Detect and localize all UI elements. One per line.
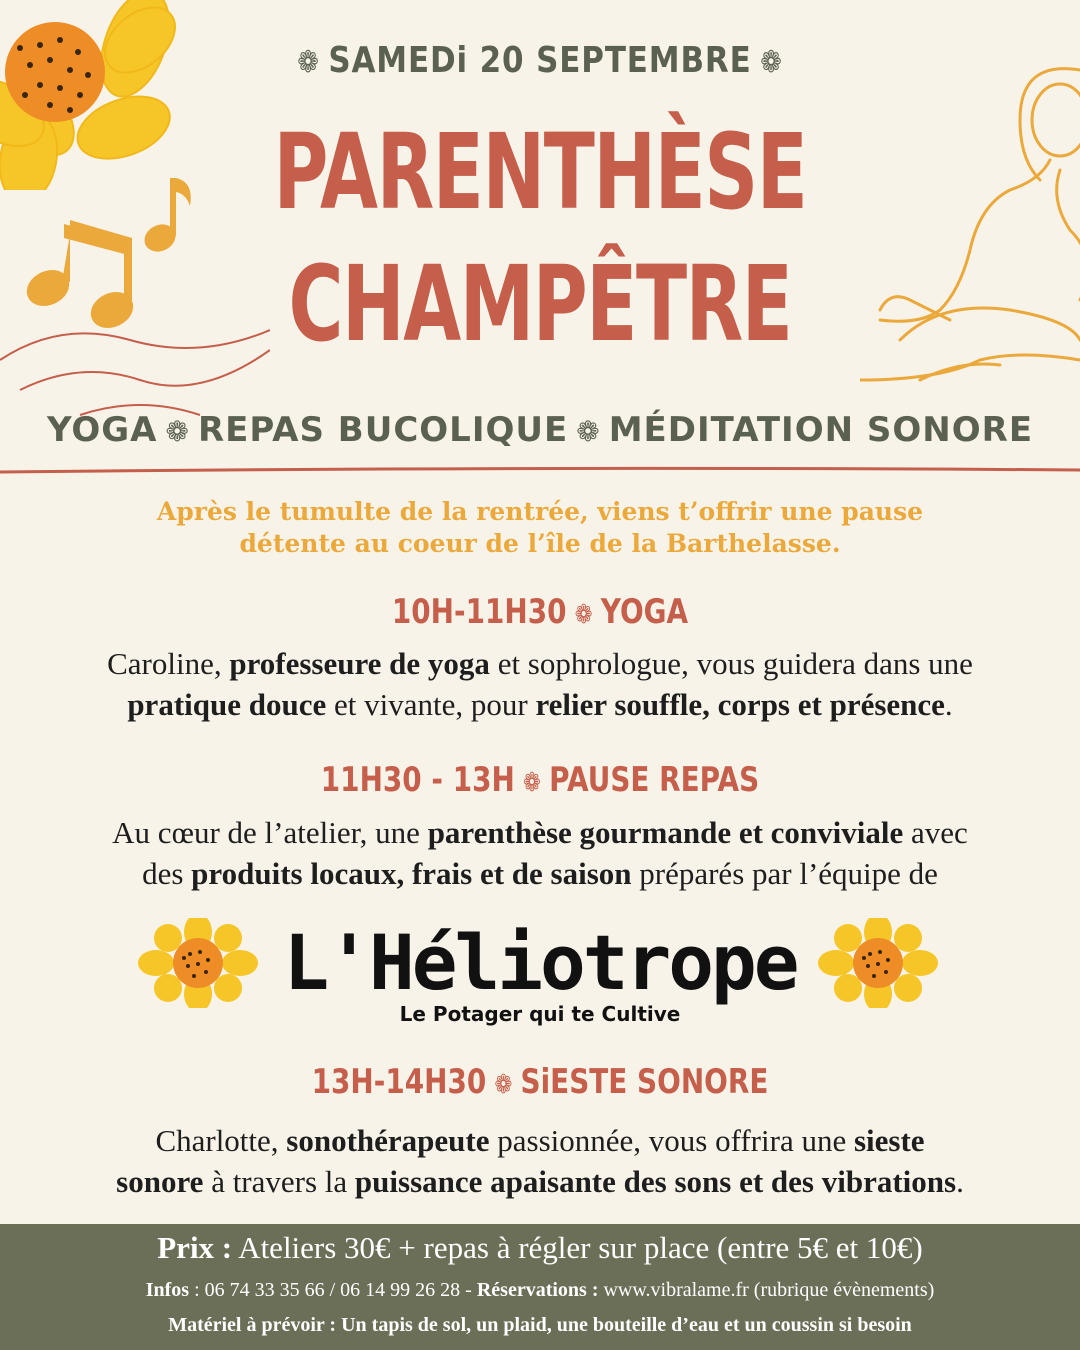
price-line — [0, 1230, 1080, 1266]
reservations-label: Réservations : — [476, 1279, 599, 1301]
flower-separator-icon: ❁ — [165, 415, 190, 448]
session-heading-repas — [97, 760, 983, 800]
flower-separator-icon: ❁ — [574, 600, 593, 630]
intro-line2: détente au coeur de l’île de la Barthelasse. — [239, 529, 841, 558]
infos-label: Infos — [145, 1279, 190, 1301]
session-time: 10H-11H30 — [391, 592, 567, 632]
session-time: 11H30 - 13H — [320, 760, 515, 800]
price-label: Prix : — [157, 1230, 233, 1265]
event-date — [76, 40, 1005, 81]
text-run: . — [944, 687, 953, 722]
subtitle-yoga: YOGA — [46, 410, 158, 450]
phone-numbers: : 06 74 33 35 66 / 06 14 99 26 28 - — [189, 1279, 477, 1301]
session-heading-sieste — [97, 1062, 983, 1102]
text-run: avec — [903, 815, 968, 850]
flower-separator-icon: ❁ — [576, 415, 601, 448]
flower-separator-icon: ❁ — [523, 768, 541, 798]
session-description-yoga — [0, 643, 1080, 725]
footer-info-bar — [0, 1224, 1080, 1350]
text-run: et sophrologue, vous guidera dans une — [489, 646, 973, 681]
text-run: et vivante, pour — [326, 687, 536, 722]
date-text: SAMEDi 20 SEPTEMBRE — [328, 40, 752, 81]
page-title-line2: CHAMPÊTRE — [288, 243, 792, 365]
session-time: 13H-14H30 — [311, 1062, 487, 1102]
text-bold: pratique douce — [127, 687, 327, 722]
divider-line — [0, 466, 1080, 476]
contact-line — [0, 1279, 1080, 1302]
session-description-repas — [0, 812, 1080, 894]
flower-separator-icon: ❁ — [494, 1070, 513, 1100]
text-bold: parenthèse gourmande et conviviale — [427, 815, 904, 850]
material-line: Matériel à prévoir : Un tapis de sol, un plaid, une bouteille d’eau et un coussin si besoin — [168, 1314, 912, 1336]
session-title: YOGA — [600, 592, 689, 632]
text-run: Charlotte, — [155, 1123, 287, 1158]
subtitle-meditation: MÉDITATION SONORE — [608, 410, 1034, 450]
intro-line1: Après le tumulte de la rentrée, viens t’offrir une pause — [156, 497, 924, 526]
text-run: passionnée, vous offrira une — [489, 1123, 854, 1158]
text-run: . — [956, 1164, 964, 1199]
flower-separator-icon: ❁ — [760, 45, 783, 80]
text-run: préparés par l’équipe de — [631, 856, 938, 891]
text-bold: professeure de yoga — [229, 646, 490, 681]
session-title: PAUSE REPAS — [549, 760, 760, 800]
session-heading-yoga — [97, 592, 983, 632]
text-run: Au cœur de l’atelier, une — [112, 815, 428, 850]
partner-logo-name: L'Héliotrope — [283, 918, 797, 1007]
session-description-sieste — [0, 1120, 1080, 1202]
text-bold: sieste — [853, 1123, 925, 1158]
partner-logo-tagline: Le Potager qui te Cultive — [399, 1002, 681, 1026]
text-run: des — [142, 856, 192, 891]
text-run: Caroline, — [107, 646, 230, 681]
text-bold: puissance apaisante des sons et des vibrations — [354, 1164, 957, 1199]
text-bold: relier souffle, corps et présence — [535, 687, 945, 722]
subtitle-repas: REPAS BUCOLIQUE — [197, 410, 569, 450]
activities-subtitle — [0, 410, 1080, 450]
text-bold: produits locaux, frais et de saison — [191, 856, 632, 891]
text-bold: sonothérapeute — [286, 1123, 490, 1158]
flower-separator-icon: ❁ — [297, 45, 320, 80]
session-title: SiESTE SONORE — [520, 1062, 769, 1102]
text-run: à travers la — [203, 1164, 355, 1199]
intro-text — [0, 496, 1080, 560]
price-text: Ateliers 30€ + repas à régler sur place (entre 5€ et 10€) — [232, 1230, 923, 1265]
text-bold: sonore — [116, 1164, 204, 1199]
reservations-link[interactable]: www.vibralame.fr (rubrique évènements) — [598, 1279, 935, 1301]
page-title-line1: PARENTHÈSE — [273, 111, 807, 233]
